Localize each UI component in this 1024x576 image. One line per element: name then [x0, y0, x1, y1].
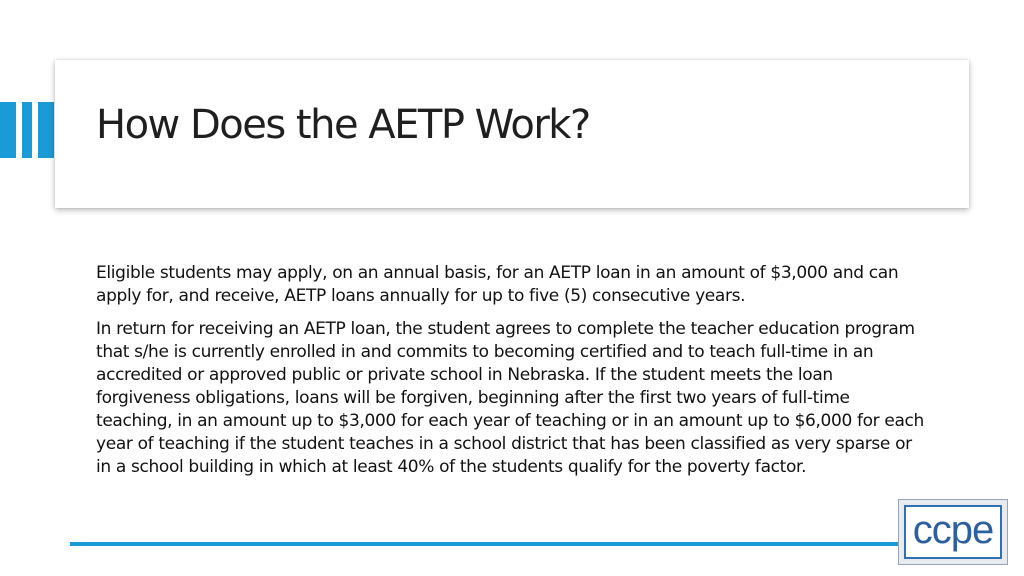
accent-bars-decoration — [0, 102, 54, 158]
body-paragraph: Eligible students may apply, on an annual basis, for an AETP loan in an amount of $3,000 and can apply for, and receive, AETP loans annually for up to five (5) consecutive years. — [96, 263, 899, 306]
accent-bar — [38, 102, 54, 158]
ccpe-logo-frame — [904, 505, 1002, 559]
slide-body — [96, 262, 926, 489]
accent-bar — [0, 102, 16, 158]
body-paragraph: In return for receiving an AETP loan, the student agrees to complete the teacher education program that s/he is currently enrolled in and commits to becoming certified and to teach full-time in an accredited or approved public or private school in Nebraska. If the student meets the loan forgiveness obligations, loans will be forgiven, beginning after the first two years of full-time teaching, in an amount up to $3,000 for each year of teaching or in an amount up to $6,000 for each year of teaching if the student teaches in a school district that has been classified as very sparse or in a school building in which at least 40% of the students qualify for the poverty factor. — [96, 319, 924, 477]
bottom-divider — [70, 542, 906, 546]
title-card — [55, 60, 969, 208]
ccpe-logo-text: ccpe — [912, 508, 994, 552]
accent-bar — [22, 102, 32, 158]
ccpe-logo — [898, 499, 1008, 565]
slide-title: How Does the AETP Work? — [96, 102, 590, 148]
